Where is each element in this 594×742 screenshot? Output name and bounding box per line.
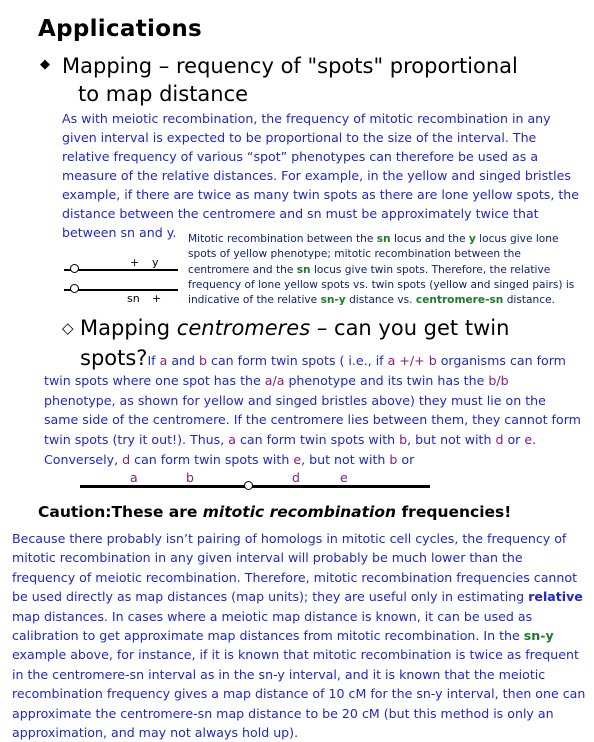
locus-a-label: a xyxy=(130,470,138,485)
section1-heading-line2: to map distance xyxy=(78,82,249,106)
caution-heading: Caution:These are mitotic recombination frequencies! xyxy=(38,503,512,521)
figure1-caption: Mitotic recombination between the sn locus and the y locus give lone spots of yellow phenotype; mitotic recombination between the centromere and the sn locus give twin spots. Therefore, the relative frequency of lone yellow spots vs. twin spots (yellow and singed pairs) is indicative of the relative sn-y distance vs. centromere-sn distance. xyxy=(188,233,575,307)
section3-paragraph: Because there probably isn’t pairing of homologs in mitotic cell cycles, the frequency of mitotic recombination in any given interval will probably be much lower than the frequency of meiotic recombination. Therefore, mitotic recombination frequencies cannot be used directly as map distances (map units); they are useful only in estimating relative map distances. In cases where a meiotic map distance is known, it can be used as calibration to get approximate map distances from mitotic recombination. In the sn-y example above, for instance, if it is known that mitotic recombination is twice as frequent in the centromere-sn interval as in the sn-y interval, and it is known that the meiotic recombination frequency gives a map distance of 10 cM for the sn-y interval, then one can approximate the centromere-sn map distance to be 20 cM (but this method is only an approximation, and may not always hold up). xyxy=(12,531,586,741)
locus-d-label: d xyxy=(292,470,300,485)
chrom1-plus-label: + xyxy=(130,256,140,269)
chrom2-plus-label: + xyxy=(152,292,162,305)
centromere-icon xyxy=(70,284,79,293)
locus-e-label: e xyxy=(340,470,348,485)
chrom1-y-label: y xyxy=(152,256,159,269)
hollow-diamond-bullet-icon: ◇ xyxy=(62,319,74,337)
page-title: Applications xyxy=(38,16,202,42)
section2-paragraph: spots?If a and b can form twin spots ( i.e., if a +/+ b organisms can form twin spots where one spot has the a/a phenotype and its twin has the b/b phenotype, as shown for yellow and singed bristles above) they must lie on the same side of the centromere. If the centromere lies between them, they cannot form twin spots (try it out!). Thus, a can form twin spots with b, but not with d or e. Conversely, d can form twin spots with e, but not with b or xyxy=(44,346,581,467)
section2-heading-line1: Mapping centromeres – can you get twin xyxy=(80,316,510,340)
chromosome-line-2 xyxy=(64,289,178,291)
section1-paragraph: As with meiotic recombination, the frequency of mitotic recombination in any given interval is expected to be proportional to the size of the interval. The relative frequency of various “spot” phenotypes can therefore be used as a measure of the relative distances. For example, in the yellow and singed bristles example, if there are twice as many twin spots as there are lone yellow spots, the distance between the centromere and sn must be approximately twice that between sn and y. xyxy=(62,111,579,240)
centromere-icon xyxy=(70,264,79,273)
centromere-icon xyxy=(244,481,253,490)
diamond-bullet-icon: ◆ xyxy=(40,57,50,72)
section1-heading-line1: Mapping – requency of "spots" proportional xyxy=(62,54,518,78)
chromosome-line-1 xyxy=(64,269,178,271)
chromosome-line-3 xyxy=(80,485,430,488)
chrom2-sn-label: sn xyxy=(127,292,140,305)
locus-b-label: b xyxy=(186,470,194,485)
